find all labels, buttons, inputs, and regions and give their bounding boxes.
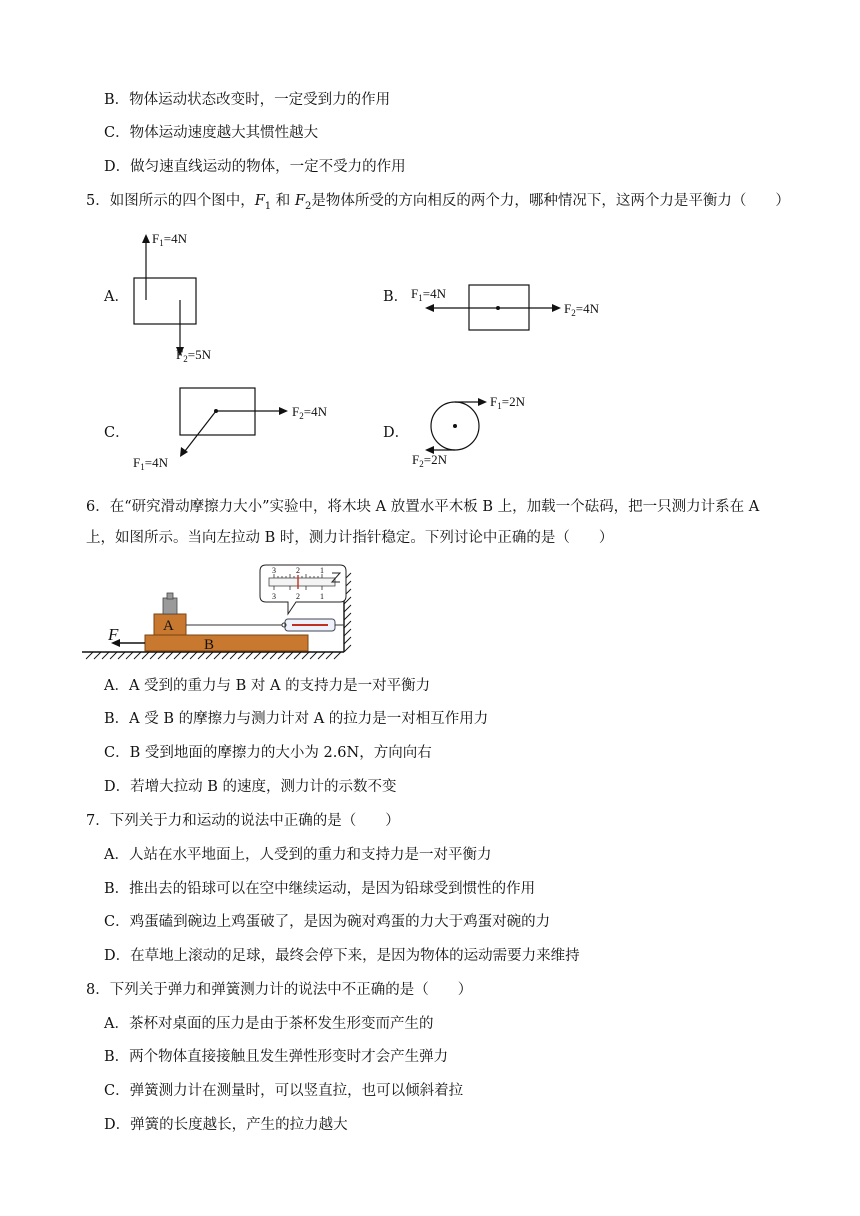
scale-bottom-numbers: 3 2 1	[272, 592, 333, 601]
q8-option-a: A．茶杯对桌面的压力是由于茶杯发生形变而产生的	[104, 1016, 434, 1032]
q5-stem	[86, 191, 790, 217]
q7-option-a: A．人站在水平地面上，人受到的重力和支持力是一对平衡力	[104, 847, 492, 863]
svg-text:F1=4N: $F_1=4N$	[152, 231, 187, 248]
spring-scale	[282, 619, 344, 631]
svg-text:F2=4N: $F_2=4N$	[292, 404, 327, 421]
svg-text:F2=5N: $F_2=5N$	[176, 347, 211, 364]
fig-a-f-letter: F	[152, 231, 160, 246]
q5-label-d: D．	[383, 425, 410, 441]
q4-option-b: B．物体运动状态改变时，一定受到力的作用	[104, 92, 391, 108]
arrow-right-icon	[478, 398, 487, 406]
svg-text:F2=4N: $F_2=4N$	[564, 301, 599, 318]
scale-top-numbers: 3 2 1	[272, 566, 333, 575]
q5-figure-c	[130, 385, 345, 475]
q5-f2-sub: 2	[304, 200, 312, 212]
svg-text:F1=4N: $F_1=4N$	[411, 286, 446, 303]
arrow-up-icon	[142, 234, 150, 243]
force-f-label: F	[108, 625, 119, 644]
q6-option-b: B．A 受 B 的摩擦力与测力计对 A 的拉力是一对相互作用力	[104, 711, 489, 727]
board-b-label: B	[204, 637, 215, 653]
q5-figure-a	[120, 225, 260, 370]
ground-hatch	[86, 652, 341, 659]
q5-figure-b	[405, 280, 615, 340]
fig-d-bottom-value: =2N	[423, 452, 447, 467]
fig-c-right-value: =4N	[303, 404, 327, 419]
arrow-left-icon	[425, 304, 434, 312]
figure-a-box	[134, 278, 196, 324]
fig-d-top-value: =2N	[501, 394, 525, 409]
fig-b-right-value: =4N	[575, 301, 599, 316]
q5-f2: F	[294, 193, 305, 209]
weight-icon	[163, 593, 177, 614]
q5-f1-sub: 1	[264, 200, 272, 212]
q7-option-d: D．在草地上滚动的足球，最终会停下来，是因为物体的运动需要力来维持	[104, 948, 580, 964]
q6-stem-line1: 6．在“研究滑动摩擦力大小”实验中，将木块 A 放置水平木板 B 上，加载一个砝码，把一只测力计系在 A	[86, 499, 760, 515]
svg-text:F1=2N: $F_1=2N$	[490, 394, 525, 411]
q8-option-d: D．弹簧的长度越长，产生的拉力越大	[104, 1117, 348, 1133]
q5-label-a: A．	[104, 289, 129, 305]
q6-option-d: D．若增大拉动 B 的速度，测力计的示数不变	[104, 779, 397, 795]
q5-label-c: C．	[104, 425, 130, 441]
q7-stem: 7．下列关于力和运动的说法中正确的是（ ）	[86, 813, 400, 829]
q6-option-a: A．A 受到的重力与 B 对 A 的支持力是一对平衡力	[104, 678, 431, 694]
q8-option-c: C．弹簧测力计在测量时，可以竖直拉，也可以倾斜着拉	[104, 1083, 464, 1099]
board-b	[145, 635, 308, 651]
q5-label-b: B．	[383, 289, 409, 305]
q8-option-b: B．两个物体直接接触且发生弹性形变时才会产生弹力	[104, 1049, 449, 1065]
q4-option-d: D．做匀速直线运动的物体，一定不受力的作用	[104, 159, 406, 175]
q7-option-b: B．推出去的铅球可以在空中继续运动，是因为铅球受到惯性的作用	[104, 881, 536, 897]
fig-b-left-value: =4N	[422, 286, 446, 301]
q8-stem: 8．下列关于弹力和弹簧测力计的说法中不正确的是（ ）	[86, 982, 473, 998]
q6-option-c: C．B 受到地面的摩擦力的大小为 2.6N，方向向右	[104, 745, 432, 761]
q5-stem-suffix: 是物体所受的方向相反的两个力，哪种情况下，这两个力是平衡力（ ）	[311, 193, 790, 209]
svg-text:F1=4N: $F_1=4N$	[133, 455, 168, 472]
q6-stem-line2: 上，如图所示。当向左拉动 B 时，测力计指针稳定。下列讨论中正确的是（ ）	[86, 530, 614, 546]
q7-option-c: C．鸡蛋磕到碗边上鸡蛋破了，是因为碗对鸡蛋的力大于鸡蛋对碗的力	[104, 914, 551, 930]
q4-option-c: C．物体运动速度越大其惯性越大	[104, 125, 319, 141]
q5-and: 和	[275, 193, 291, 209]
fig-a-top-value: =4N	[163, 231, 187, 246]
q6-figure	[82, 560, 362, 664]
q5-figure-d	[410, 390, 560, 470]
svg-text:F2=2N: $F_2=2N$	[412, 452, 447, 469]
scale-callout	[260, 565, 346, 614]
q5-f1: F	[254, 193, 265, 209]
q5-stem-prefix: 5．如图所示的四个图中，	[86, 193, 255, 209]
arrow-right-icon	[552, 304, 561, 312]
block-a-label: A	[163, 618, 174, 634]
fig-a-bottom-value: =5N	[187, 347, 211, 362]
arrow-right-icon	[279, 407, 288, 415]
fig-c-left-value: =4N	[144, 455, 168, 470]
